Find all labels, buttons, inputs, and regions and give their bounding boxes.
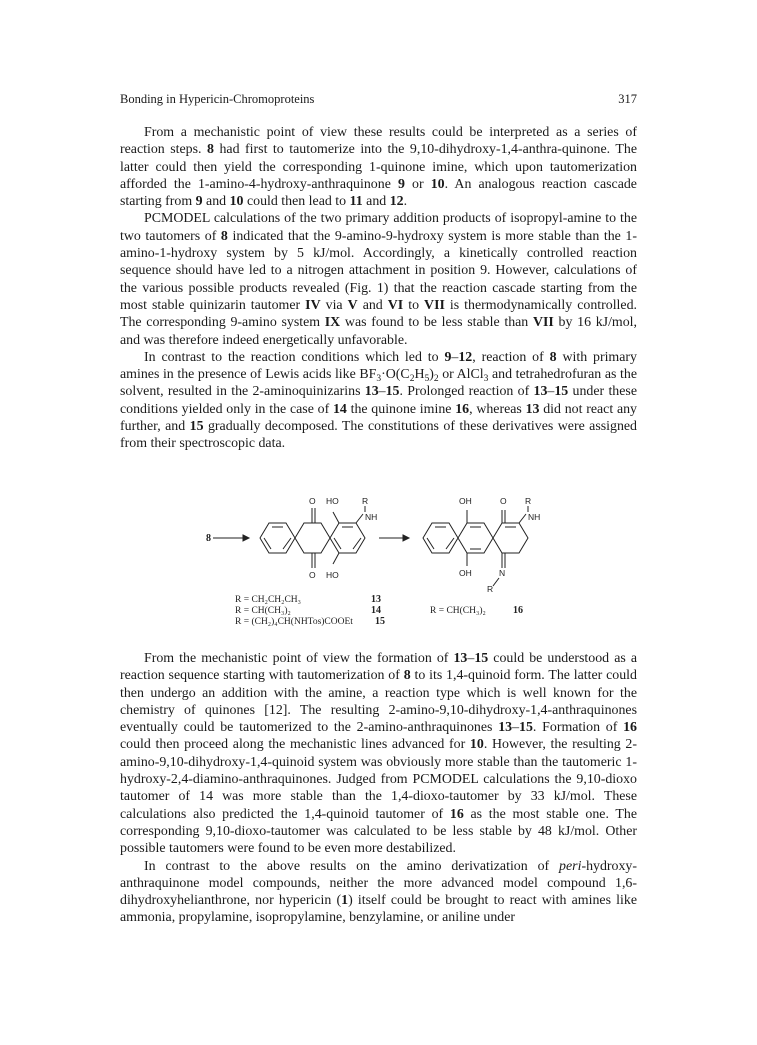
arrow-1-head [243,535,249,541]
paragraph-1: From a mechanistic point of view these results could be interpreted as a series of reaction steps. 8 had first to tautomerize into the 9,10-dihydroxy-1,4-anthra-quinone. The latter could then yield the corresponding 1-quinone imine, which upon tautomerization afforded the 1-amino-4-hydroxy-anthraquinone 9 or 10. An analogous reaction cascade starting from 9 and 10 could then lead to 11 and 12. [120,125,637,210]
left-r-top: R [362,496,369,506]
right-o-top: O [500,496,507,506]
body-text-bottom [120,650,637,927]
right-r-bottom: R [487,584,494,594]
substituent-16-num: 16 [513,605,523,616]
left-nh: NH [365,512,378,522]
reaction-scheme [195,492,575,632]
right-n: N [499,568,506,578]
page-number: 317 [618,92,637,106]
substituent-16-r: R = CH(CH₃)₂ [430,606,486,616]
left-molecule [260,506,365,568]
paragraph-2: PCMODEL calculations of the two primary addition products of isopropyl-amine to the two tautomers of 8 indicated that the 9-amino-9-hydroxy system is more stable than the 1-amino-1-hydroxy system by 5 kJ/mol. Accordingly, a kinetically controlled reaction sequence should have led to a nitrogen attachment in position 9. However, calculations of the various possible products revealed (Fig. 1) that the reaction cascade starting from the most stable quinizarin tautomer IV via V and VI to VII is thermodynamically controlled. The corresponding 9-amino system IX was found to be less stable than VII by 16 kJ/mol, and was therefore indeed energetically unfavorable. [120,211,638,348]
running-title: Bonding in Hypericin-Chromoproteins [120,92,315,106]
right-oh-bottom: OH [459,568,472,578]
left-ho-bottom: HO [326,570,339,580]
page-header [120,92,637,108]
substituent-14-num: 14 [371,605,381,616]
start-compound-label: 8 [206,533,211,544]
substituent-13-r: R = CH₂CH₂CH₃ [235,595,301,605]
left-o-top: O [309,496,316,506]
paragraph-4: From the mechanistic point of view the formation of 13–15 could be understood as a reaction sequence starting with tautomerization of 8 to its 1,4-quinoid form. The latter could then undergo an addition with the amine, a reaction type which is well known for the chemistry of quinones [12]. The resulting 2-amino-9,10-dihydroxy-1,4-anthraquinones eventually could be tautomerized to the 2-amino-anthraquinones 13–15. Formation of 16 could then proceed along the mechanistic lines advanced for 10. However, the resulting 2-amino-9,10-dihydroxy-1,4-quinoid system was obviously more stable than the tautomeric 1-hydroxy-2,4-diamino-anthraquinones. Judged from PCMODEL calculations the 9,10-dioxo tautomer of 14 was more stable than the 1,4-dioxo-tautomer by 33 kJ/mol. These calculations also predicted the 1,4-quinoid tautomer of 16 as the most stable one. The corresponding 9,10-dioxo-tautomer was calculated to be less stable by 48 kJ/mol. Other possible tautomers were found to be even more destabilized. [120,651,637,857]
substituent-15-num: 15 [375,616,385,627]
right-oh-top: OH [459,496,472,506]
substituent-15-r: R = (CH₂)₄CH(NHTos)COOEt [235,617,353,627]
paragraph-3: In contrast to the reaction conditions which led to 9–12, reaction of 8 with primary amines in the presence of Lewis acids like $BF_3\cdot O(C_2H_5)_2$ or AlCl$_3$ and tetrahedrofuran as the solvent, resulted in the 2-aminoquinizarins 13–15. Prolonged reaction of 13–15 under these conditions yielded only in the case of 14 the quinone imine 16, whereas 13 did not react any further, and 15 gradually decomposed. The constitutions of these derivatives were assigned from their spectroscopic data. [120,349,637,452]
left-ho-top: HO [326,496,339,506]
body-text-top [120,124,637,453]
paragraph-5: In contrast to the above results on the amino derivatization of peri-hydroxy-anthraquinone model compounds, neither the more advanced model compound 1,6-dihydroxyhelianthrone, nor hypericin (1) itself could be brought to react with amines like ammonia, propylamine, isopropylamine, benzylamine, or aniline under [120,858,637,926]
reaction-scheme-svg [195,492,575,632]
right-molecule [423,506,528,586]
right-nh: NH [528,512,541,522]
substituent-13-num: 13 [371,594,381,605]
arrow-2-head [403,535,409,541]
substituent-14-r: R = CH(CH₃)₂ [235,606,291,616]
left-o-bottom: O [309,570,316,580]
right-r-top: R [525,496,532,506]
